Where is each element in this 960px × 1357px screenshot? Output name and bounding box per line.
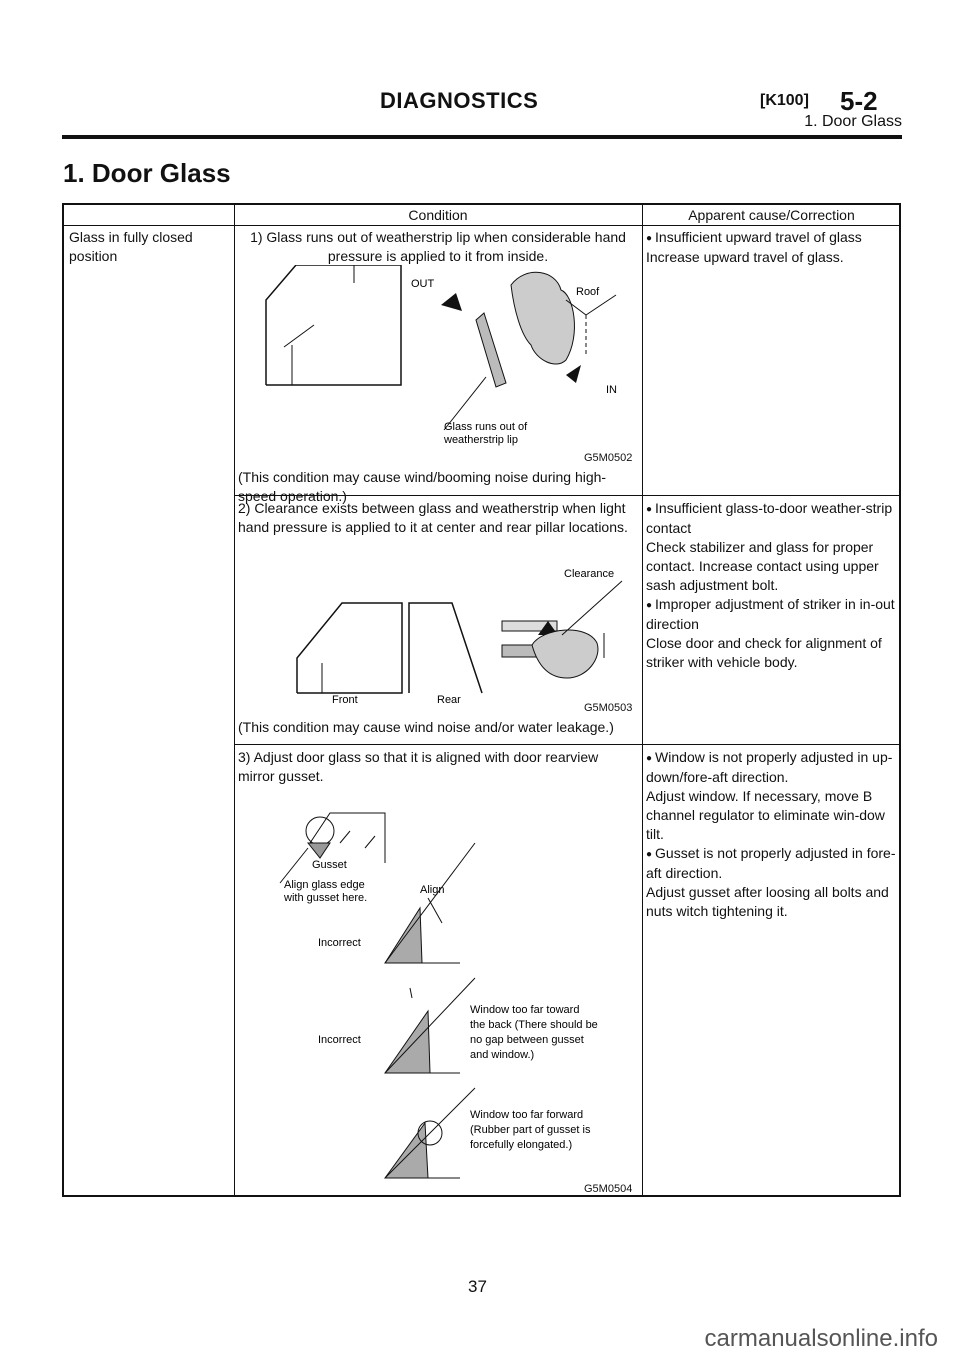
cause-text: ● Gusset is not properly adjusted in fore-aft direction. xyxy=(646,844,898,883)
figure-label-too-far-forward-2: (Rubber part of gusset is xyxy=(470,1124,591,1136)
cause-text: ● Improper adjustment of striker in in-out direction xyxy=(646,595,898,634)
cause-item xyxy=(646,228,898,267)
correction-text: Increase upward travel of glass. xyxy=(646,249,844,265)
figure-label-with-gusset-here: with gusset here. xyxy=(284,892,368,904)
figure-label-weatherstrip-lip: weatherstrip lip xyxy=(444,434,518,446)
column-header-cause: Apparent cause/Correction xyxy=(688,207,855,223)
clearance-figure xyxy=(292,563,632,703)
cause-text: ● Window is not properly adjusted in up-down/fore-aft direction. xyxy=(646,748,898,787)
figure-label-gusset: Gusset xyxy=(312,859,347,871)
condition-text: 1) Glass runs out of weatherstrip lip when considerable hand pressure is applied to it from inside. xyxy=(250,229,626,264)
cause-list xyxy=(646,499,898,672)
figure-label-too-far-back-1: Window too far toward xyxy=(470,1004,580,1016)
figure-label-incorrect: Incorrect xyxy=(318,1034,361,1046)
figure-label-too-far-forward-3: forcefully elongated.) xyxy=(470,1139,573,1151)
column-header-condition: Condition xyxy=(408,207,468,223)
figure-label-too-far-forward-1: Window too far forward xyxy=(470,1109,584,1121)
figure-id: G5M0503 xyxy=(584,702,633,714)
figure-id: G5M0502 xyxy=(584,452,633,464)
figure-id: G5M0504 xyxy=(584,1183,633,1195)
weatherstrip-lip-figure xyxy=(256,265,636,450)
header-title: DIAGNOSTICS xyxy=(380,88,539,113)
figure-label-out: OUT xyxy=(411,278,435,290)
correction-text: Close door and check for alignment of striker with vehicle body. xyxy=(646,635,882,670)
condition-text: 2) Clearance exists between glass and weatherstrip when light hand pressure is applied to it at center and rear pillar locations. xyxy=(238,500,628,535)
watermark: carmanualsonline.info xyxy=(704,1325,938,1352)
correction-text: Check stabilizer and glass for proper contact. Increase contact using upper sash adjustment bolt. xyxy=(646,539,879,593)
figure-label-too-far-back-3: no gap between gusset xyxy=(470,1034,584,1046)
cause-text: ● Insufficient glass-to-door weather-strip contact xyxy=(646,499,898,538)
figure-label-incorrect: Incorrect xyxy=(318,937,361,949)
figure-label-front: Front xyxy=(332,694,358,703)
cause-text: ● Insufficient upward travel of glass xyxy=(646,228,898,248)
page-number: 37 xyxy=(468,1277,487,1296)
cause-list xyxy=(646,748,898,921)
header-row-divider xyxy=(64,225,899,226)
figure-label-rear: Rear xyxy=(437,694,461,703)
header-subtitle: 1. Door Glass xyxy=(804,113,902,130)
correction-text: Adjust gusset after loosing all bolts and nuts witch tightening it. xyxy=(646,884,889,919)
figure-label-clearance: Clearance xyxy=(564,568,615,580)
condition-note: (This condition may cause wind/booming noise during high-speed operation.) xyxy=(238,469,607,504)
page-title: 1. Door Glass xyxy=(63,158,231,188)
condition-text: 3) Adjust door glass so that it is aligned with door rearview mirror gusset. xyxy=(238,749,599,784)
header-section: 5-2 xyxy=(840,86,878,116)
column-divider xyxy=(234,205,235,1195)
symptom-cell: Glass in fully closed position xyxy=(69,229,193,264)
header-code: [K100] xyxy=(760,92,809,109)
figure-label-roof: Roof xyxy=(576,286,600,298)
gusset-alignment-figure xyxy=(260,803,640,1188)
figure-label-too-far-back-2: the back (There should be xyxy=(470,1019,598,1031)
figure-label-too-far-back-4: and window.) xyxy=(470,1049,535,1061)
figure-label-align-glass-edge: Align glass edge xyxy=(284,879,365,891)
correction-text: Adjust window. If necessary, move B channel regulator to eliminate win-dow tilt. xyxy=(646,788,885,842)
header-rule xyxy=(62,135,902,139)
row-divider xyxy=(234,744,899,745)
column-divider xyxy=(642,205,643,1195)
figure-label-in: IN xyxy=(606,384,617,396)
diagnostics-table xyxy=(62,203,901,1197)
condition-note: (This condition may cause wind noise and/or water leakage.) xyxy=(238,719,614,735)
figure-label-align: Align xyxy=(420,884,445,896)
figure-label-glass-runs-out: Glass runs out of xyxy=(444,421,528,433)
